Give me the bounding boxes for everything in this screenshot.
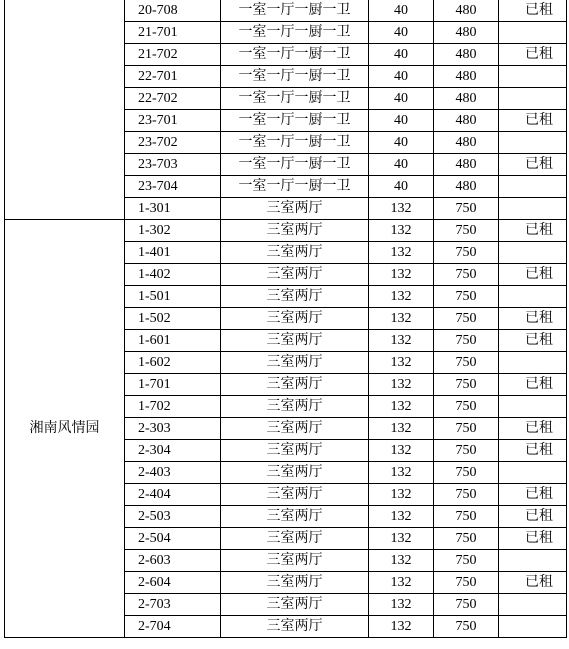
rental-table bbox=[4, 0, 567, 638]
room-type-cell: 三室两厅 bbox=[221, 616, 369, 638]
unit-number-cell: 1-602 bbox=[125, 352, 221, 374]
status-cell: 已租 bbox=[499, 44, 567, 66]
room-type-cell: 一室一厅一厨一卫 bbox=[221, 176, 369, 198]
status-cell: 已租 bbox=[499, 572, 567, 594]
estate-name-cell bbox=[5, 0, 125, 220]
room-type-cell: 三室两厅 bbox=[221, 594, 369, 616]
area-cell: 132 bbox=[369, 462, 434, 484]
area-cell: 132 bbox=[369, 550, 434, 572]
room-type-cell: 三室两厅 bbox=[221, 220, 369, 242]
unit-number-cell: 21-701 bbox=[125, 22, 221, 44]
area-cell: 40 bbox=[369, 132, 434, 154]
room-type-cell: 三室两厅 bbox=[221, 264, 369, 286]
room-type-cell: 三室两厅 bbox=[221, 484, 369, 506]
area-cell: 132 bbox=[369, 396, 434, 418]
rent-cell: 750 bbox=[434, 198, 499, 220]
area-cell: 132 bbox=[369, 418, 434, 440]
unit-number-cell: 2-403 bbox=[125, 462, 221, 484]
room-type-cell: 一室一厅一厨一卫 bbox=[221, 44, 369, 66]
rent-cell: 750 bbox=[434, 374, 499, 396]
area-cell: 40 bbox=[369, 66, 434, 88]
area-cell: 132 bbox=[369, 374, 434, 396]
status-cell: 已租 bbox=[499, 154, 567, 176]
status-cell: 已租 bbox=[499, 506, 567, 528]
area-cell: 132 bbox=[369, 528, 434, 550]
room-type-cell: 三室两厅 bbox=[221, 198, 369, 220]
status-cell: 已租 bbox=[499, 308, 567, 330]
rent-cell: 750 bbox=[434, 242, 499, 264]
unit-number-cell: 1-701 bbox=[125, 374, 221, 396]
rent-cell: 750 bbox=[434, 484, 499, 506]
room-type-cell: 三室两厅 bbox=[221, 528, 369, 550]
room-type-cell: 三室两厅 bbox=[221, 506, 369, 528]
unit-number-cell: 2-303 bbox=[125, 418, 221, 440]
rent-cell: 480 bbox=[434, 0, 499, 22]
rent-cell: 480 bbox=[434, 176, 499, 198]
rent-cell: 750 bbox=[434, 594, 499, 616]
status-cell bbox=[499, 242, 567, 264]
status-cell: 已租 bbox=[499, 528, 567, 550]
area-cell: 132 bbox=[369, 198, 434, 220]
status-cell: 已租 bbox=[499, 0, 567, 22]
area-cell: 40 bbox=[369, 44, 434, 66]
unit-number-cell: 1-301 bbox=[125, 198, 221, 220]
room-type-cell: 三室两厅 bbox=[221, 308, 369, 330]
status-cell bbox=[499, 66, 567, 88]
status-cell: 已租 bbox=[499, 264, 567, 286]
unit-number-cell: 1-402 bbox=[125, 264, 221, 286]
area-cell: 132 bbox=[369, 616, 434, 638]
area-cell: 40 bbox=[369, 110, 434, 132]
status-cell bbox=[499, 22, 567, 44]
unit-number-cell: 1-302 bbox=[125, 220, 221, 242]
room-type-cell: 一室一厅一厨一卫 bbox=[221, 0, 369, 22]
unit-number-cell: 20-708 bbox=[125, 0, 221, 22]
area-cell: 40 bbox=[369, 0, 434, 22]
status-cell bbox=[499, 176, 567, 198]
room-type-cell: 三室两厅 bbox=[221, 330, 369, 352]
area-cell: 132 bbox=[369, 484, 434, 506]
unit-number-cell: 2-603 bbox=[125, 550, 221, 572]
room-type-cell: 一室一厅一厨一卫 bbox=[221, 66, 369, 88]
rent-cell: 750 bbox=[434, 330, 499, 352]
room-type-cell: 三室两厅 bbox=[221, 374, 369, 396]
area-cell: 132 bbox=[369, 264, 434, 286]
rent-cell: 480 bbox=[434, 110, 499, 132]
rent-cell: 480 bbox=[434, 44, 499, 66]
room-type-cell: 三室两厅 bbox=[221, 462, 369, 484]
rent-cell: 750 bbox=[434, 396, 499, 418]
area-cell: 132 bbox=[369, 330, 434, 352]
rent-cell: 750 bbox=[434, 528, 499, 550]
rent-cell: 750 bbox=[434, 352, 499, 374]
unit-number-cell: 2-503 bbox=[125, 506, 221, 528]
rent-cell: 480 bbox=[434, 22, 499, 44]
status-cell bbox=[499, 550, 567, 572]
area-cell: 132 bbox=[369, 506, 434, 528]
area-cell: 132 bbox=[369, 440, 434, 462]
area-cell: 132 bbox=[369, 286, 434, 308]
estate-name-cell: 湘南风情园 bbox=[5, 220, 125, 638]
rent-cell: 750 bbox=[434, 418, 499, 440]
room-type-cell: 三室两厅 bbox=[221, 572, 369, 594]
rent-cell: 750 bbox=[434, 308, 499, 330]
unit-number-cell: 2-704 bbox=[125, 616, 221, 638]
status-cell: 已租 bbox=[499, 374, 567, 396]
area-cell: 132 bbox=[369, 572, 434, 594]
room-type-cell: 三室两厅 bbox=[221, 440, 369, 462]
area-cell: 40 bbox=[369, 154, 434, 176]
status-cell: 已租 bbox=[499, 220, 567, 242]
status-cell: 已租 bbox=[499, 110, 567, 132]
rent-cell: 750 bbox=[434, 572, 499, 594]
rent-cell: 480 bbox=[434, 132, 499, 154]
unit-number-cell: 2-404 bbox=[125, 484, 221, 506]
room-type-cell: 一室一厅一厨一卫 bbox=[221, 110, 369, 132]
area-cell: 40 bbox=[369, 88, 434, 110]
unit-number-cell: 2-604 bbox=[125, 572, 221, 594]
area-cell: 132 bbox=[369, 352, 434, 374]
status-cell: 已租 bbox=[499, 440, 567, 462]
area-cell: 132 bbox=[369, 308, 434, 330]
status-cell: 已租 bbox=[499, 330, 567, 352]
area-cell: 40 bbox=[369, 22, 434, 44]
unit-number-cell: 1-702 bbox=[125, 396, 221, 418]
rent-cell: 750 bbox=[434, 440, 499, 462]
rent-cell: 480 bbox=[434, 66, 499, 88]
room-type-cell: 一室一厅一厨一卫 bbox=[221, 154, 369, 176]
unit-number-cell: 23-703 bbox=[125, 154, 221, 176]
table-row bbox=[5, 220, 567, 242]
status-cell bbox=[499, 462, 567, 484]
room-type-cell: 一室一厅一厨一卫 bbox=[221, 132, 369, 154]
unit-number-cell: 1-502 bbox=[125, 308, 221, 330]
rent-cell: 750 bbox=[434, 506, 499, 528]
rent-cell: 750 bbox=[434, 264, 499, 286]
rent-cell: 750 bbox=[434, 462, 499, 484]
unit-number-cell: 23-704 bbox=[125, 176, 221, 198]
room-type-cell: 三室两厅 bbox=[221, 242, 369, 264]
unit-number-cell: 22-701 bbox=[125, 66, 221, 88]
unit-number-cell: 1-501 bbox=[125, 286, 221, 308]
status-cell bbox=[499, 616, 567, 638]
rent-cell: 750 bbox=[434, 220, 499, 242]
room-type-cell: 三室两厅 bbox=[221, 396, 369, 418]
unit-number-cell: 2-703 bbox=[125, 594, 221, 616]
area-cell: 40 bbox=[369, 176, 434, 198]
status-cell bbox=[499, 352, 567, 374]
rental-table-body bbox=[5, 0, 567, 638]
rent-cell: 750 bbox=[434, 550, 499, 572]
unit-number-cell: 2-304 bbox=[125, 440, 221, 462]
status-cell bbox=[499, 132, 567, 154]
area-cell: 132 bbox=[369, 594, 434, 616]
rent-cell: 750 bbox=[434, 616, 499, 638]
unit-number-cell: 1-601 bbox=[125, 330, 221, 352]
status-cell bbox=[499, 88, 567, 110]
unit-number-cell: 23-701 bbox=[125, 110, 221, 132]
area-cell: 132 bbox=[369, 242, 434, 264]
unit-number-cell: 21-702 bbox=[125, 44, 221, 66]
room-type-cell: 一室一厅一厨一卫 bbox=[221, 88, 369, 110]
room-type-cell: 三室两厅 bbox=[221, 286, 369, 308]
status-cell: 已租 bbox=[499, 484, 567, 506]
unit-number-cell: 1-401 bbox=[125, 242, 221, 264]
unit-number-cell: 2-504 bbox=[125, 528, 221, 550]
unit-number-cell: 23-702 bbox=[125, 132, 221, 154]
table-row bbox=[5, 0, 567, 22]
area-cell: 132 bbox=[369, 220, 434, 242]
status-cell bbox=[499, 198, 567, 220]
rent-cell: 480 bbox=[434, 88, 499, 110]
room-type-cell: 三室两厅 bbox=[221, 352, 369, 374]
status-cell bbox=[499, 396, 567, 418]
rent-cell: 480 bbox=[434, 154, 499, 176]
status-cell bbox=[499, 286, 567, 308]
room-type-cell: 一室一厅一厨一卫 bbox=[221, 22, 369, 44]
unit-number-cell: 22-702 bbox=[125, 88, 221, 110]
room-type-cell: 三室两厅 bbox=[221, 550, 369, 572]
status-cell bbox=[499, 594, 567, 616]
status-cell: 已租 bbox=[499, 418, 567, 440]
rent-cell: 750 bbox=[434, 286, 499, 308]
room-type-cell: 三室两厅 bbox=[221, 418, 369, 440]
